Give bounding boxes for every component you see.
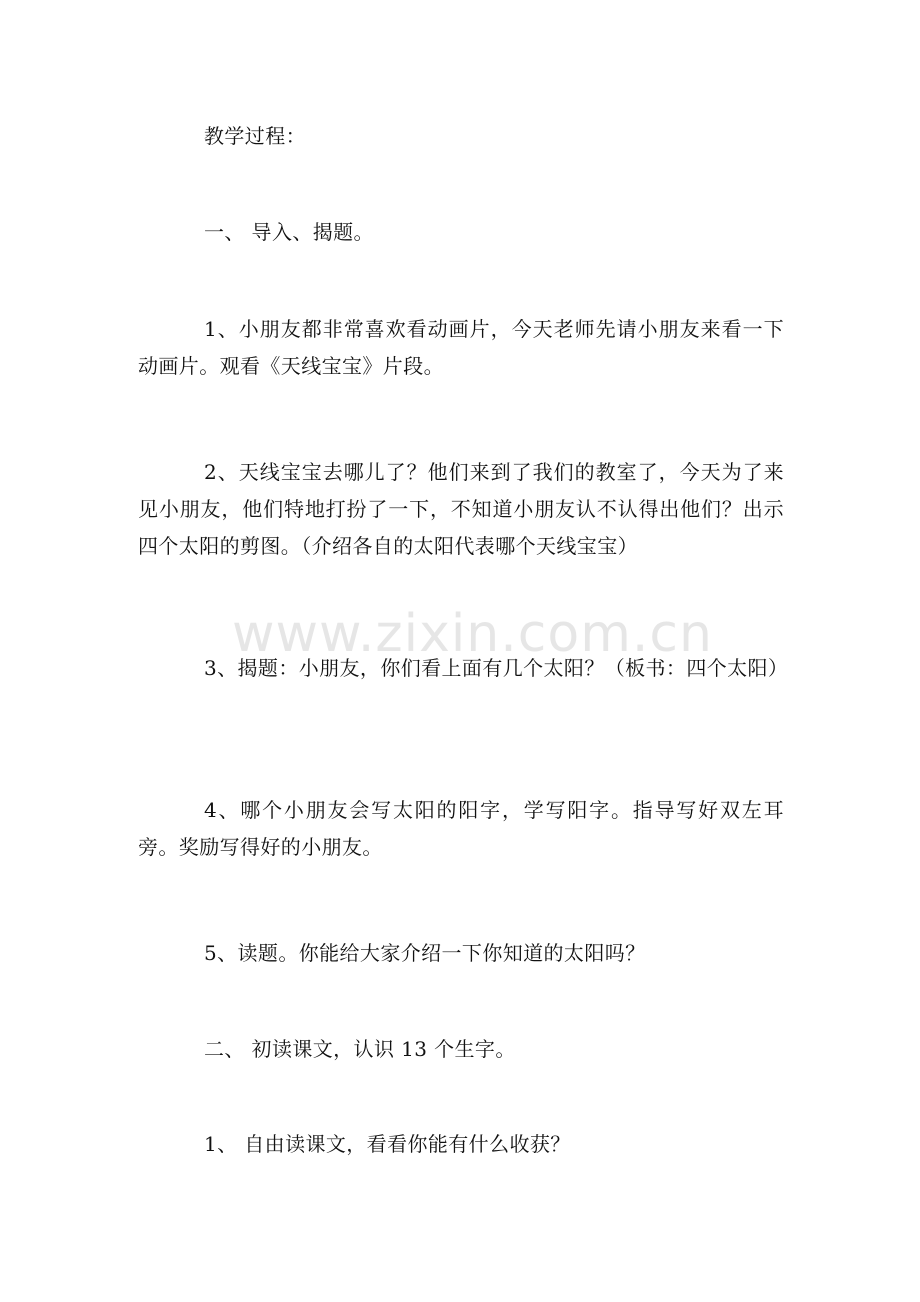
paragraph-3: 3、揭题：小朋友，你们看上面有几个太阳？（板书：四个太阳） <box>204 656 789 680</box>
paragraph-2: 2、天线宝宝去哪儿了？他们来到了我们的教室了，今天为了来见小朋友，他们特地打扮了一下，不知道小朋友认不认得出他们？出示四个太阳的剪图。（介绍各自的太阳代表哪个天线宝宝） <box>138 460 784 558</box>
watermark-text: www.zixin.com.cn <box>232 604 713 664</box>
paragraph-5: 5、读题。你能给大家介绍一下你知道的太阳吗？ <box>204 941 646 965</box>
section-heading-intro: 一、 导入、揭题。 <box>204 220 374 244</box>
section-title: 教学过程： <box>204 124 306 148</box>
paragraph-1: 1、小朋友都非常喜欢看动画片，今天老师先请小朋友来看一下动画片。观看《天线宝宝》片段。 <box>138 317 784 378</box>
section-heading-reading: 二、 初读课文，认识 13 个生字。 <box>204 1037 516 1061</box>
paragraph-4: 4、哪个小朋友会写太阳的阳字，学写阳字。指导写好双左耳旁。奖励写得好的小朋友。 <box>138 798 784 859</box>
paragraph-6: 1、 自由读课文，看看你能有什么收获？ <box>204 1132 571 1156</box>
